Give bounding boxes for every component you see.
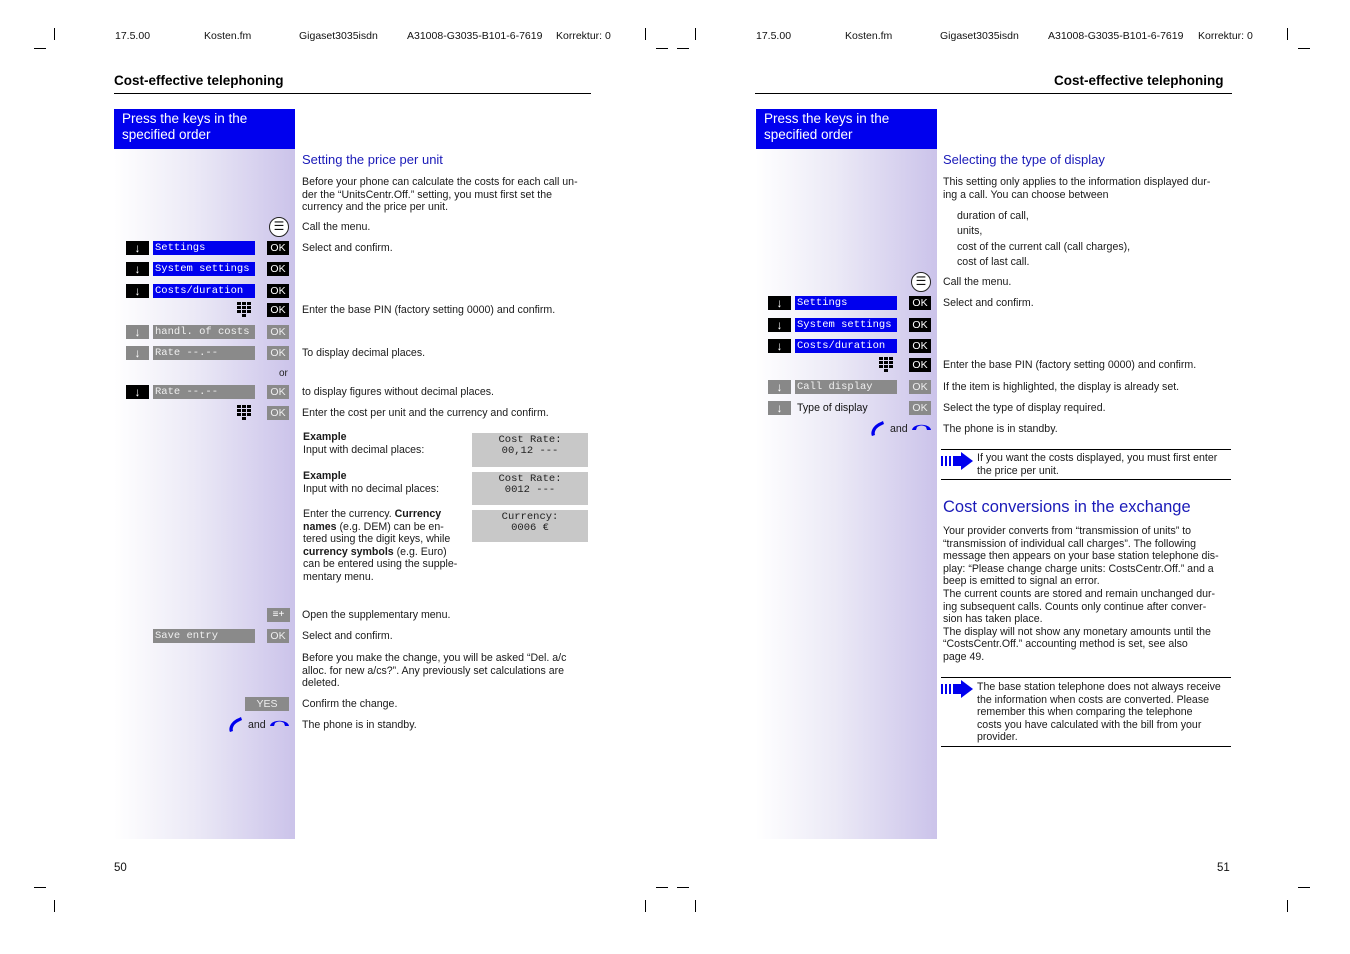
- down-arrow-icon[interactable]: ↓: [126, 385, 149, 399]
- display-item-costs-duration[interactable]: Costs/duration: [795, 339, 897, 353]
- body-line: sion has taken place.: [943, 613, 1043, 626]
- body-line: message then appears on your base station telephone dis-: [943, 550, 1219, 563]
- press-keys-box: [114, 109, 295, 149]
- ok-key[interactable]: OK: [267, 325, 289, 339]
- display-item-rate[interactable]: Rate --.--: [153, 346, 255, 360]
- body-line: beep is emitted to signal an error.: [943, 575, 1100, 588]
- header-code: A31008-G3035-B101-6-7619: [1048, 30, 1184, 42]
- crop-mark: [645, 900, 646, 912]
- body-line: “CostsCentr.Off.” accounting method is set, see also: [943, 638, 1188, 651]
- display-item-settings[interactable]: Settings: [153, 241, 255, 255]
- intro-line: der the “UnitsCentr.Off.” setting, you must first set the: [302, 188, 553, 201]
- intro-line: This setting only applies to the information displayed dur-: [943, 176, 1211, 188]
- step-text: Select and confirm.: [943, 297, 1034, 309]
- step-text: Select and confirm.: [302, 630, 393, 642]
- currency-text: (e.g. Euro): [393, 545, 447, 558]
- lcd-display: [472, 433, 588, 467]
- down-arrow-icon[interactable]: ↓: [126, 325, 149, 339]
- display-item-handling-costs[interactable]: handl. of costs: [153, 325, 255, 339]
- ok-key[interactable]: OK: [267, 406, 289, 420]
- before-change-paragraph: [302, 652, 597, 690]
- lcd-line: Cost Rate:: [498, 473, 562, 485]
- paragraph-line: deleted.: [302, 677, 340, 690]
- lcd-line: 00,12 ---: [501, 445, 559, 457]
- note-rule: [941, 449, 1231, 450]
- title-rule: [114, 93, 591, 94]
- lcd-display: [472, 472, 588, 505]
- header-product: Gigaset3035isdn: [940, 30, 1019, 42]
- body-line: ing subsequent calls. Counts only continue after conver-: [943, 600, 1207, 613]
- header-code: A31008-G3035-B101-6-7619: [407, 30, 543, 42]
- display-item-rate-alt[interactable]: Rate --.--: [153, 385, 255, 399]
- down-arrow-icon[interactable]: ↓: [768, 380, 791, 394]
- option-item: duration of call,: [957, 210, 1029, 222]
- ok-key[interactable]: OK: [909, 358, 931, 372]
- crop-mark: [656, 48, 668, 49]
- header-file: Kosten.fm: [204, 30, 252, 42]
- note-rule: [941, 479, 1231, 480]
- keypad-icon[interactable]: [237, 302, 255, 318]
- lcd-line: 0006 €: [511, 522, 549, 534]
- currency-text: can be entered using the supple-: [303, 558, 458, 571]
- header-file: Kosten.fm: [845, 30, 893, 42]
- crop-mark: [695, 28, 696, 40]
- currency-paragraph: [303, 508, 471, 584]
- title-rule: [755, 93, 1232, 94]
- supplementary-menu-key[interactable]: ≡+: [267, 608, 290, 622]
- example-text: Input with no decimal places:: [303, 483, 440, 495]
- note-rule: [941, 746, 1231, 747]
- step-text: Enter the base PIN (factory setting 0000) and confirm.: [302, 304, 556, 316]
- handset-hangup-icon[interactable]: [269, 716, 290, 728]
- header-correction: Korrektur: 0: [556, 30, 611, 42]
- instruction-sidebar: [114, 109, 295, 839]
- step-text: If the item is highlighted, the display is already set.: [943, 381, 1180, 393]
- crop-mark: [1287, 28, 1288, 40]
- crop-mark: [1298, 48, 1310, 49]
- section-title: Cost-effective telephoning: [114, 73, 284, 88]
- display-item-save-entry[interactable]: Save entry: [153, 629, 255, 643]
- display-item-settings[interactable]: Settings: [795, 296, 897, 310]
- ok-key[interactable]: OK: [267, 241, 289, 255]
- page-number: 51: [1217, 862, 1230, 874]
- header-date: 17.5.00: [115, 30, 151, 42]
- body-line: play: “Please change charge units: CostsCentr.Off.” and a: [943, 562, 1214, 575]
- lcd-line: Currency:: [501, 511, 559, 523]
- currency-bold: currency symbols: [303, 545, 394, 558]
- ok-key[interactable]: OK: [909, 318, 931, 332]
- header-product: Gigaset3035isdn: [299, 30, 378, 42]
- crop-mark: [695, 900, 696, 912]
- yes-key[interactable]: YES: [245, 697, 289, 711]
- press-keys-line1: Press the keys in the: [764, 111, 890, 126]
- body-line: The display will not show any monetary amounts until the: [943, 625, 1211, 638]
- note-text: [977, 452, 1237, 477]
- step-text: Call the menu.: [302, 221, 371, 233]
- display-item-system-settings[interactable]: System settings: [795, 318, 897, 332]
- menu-icon[interactable]: ☰: [269, 217, 289, 237]
- and-label: and: [890, 423, 908, 435]
- down-arrow-icon[interactable]: ↓: [126, 241, 149, 255]
- handset-hangup-icon[interactable]: [911, 420, 932, 432]
- currency-bold: names: [303, 520, 337, 533]
- step-text: Enter the cost per unit and the currency and confirm.: [302, 407, 549, 419]
- options-list: [957, 209, 1130, 271]
- step-text: to display figures without decimal places.: [302, 386, 494, 398]
- intro-line: Before your phone can calculate the costs for each call un-: [302, 176, 578, 188]
- display-item-costs-duration[interactable]: Costs/duration: [153, 284, 255, 298]
- note-arrow-icon: [941, 452, 975, 470]
- option-item: units,: [957, 225, 983, 238]
- note-line: costs you have calculated with the bill from your: [977, 718, 1202, 731]
- body-line: “transmission of individual call charges”. The following: [943, 537, 1196, 550]
- lcd-line: 0012 ---: [504, 484, 556, 496]
- step-text: Enter the base PIN (factory setting 0000) and confirm.: [943, 359, 1197, 371]
- note-line: the information when costs are converted. Please: [977, 693, 1210, 706]
- ok-key[interactable]: OK: [267, 262, 289, 276]
- intro-line: currency and the price per unit.: [302, 201, 449, 214]
- option-item: cost of the current call (call charges),: [957, 240, 1131, 253]
- display-item-type-of-display[interactable]: Type of display: [797, 402, 868, 414]
- step-text: Select and confirm.: [302, 242, 393, 254]
- page-number: 50: [114, 862, 127, 874]
- keypad-icon[interactable]: [237, 405, 255, 421]
- ok-key[interactable]: OK: [267, 346, 289, 360]
- example-title: Example: [303, 431, 347, 443]
- press-keys-line2: specified order: [764, 127, 853, 142]
- section-heading: Selecting the type of display: [943, 152, 1105, 167]
- currency-text: tered using the digit keys, while: [303, 533, 451, 546]
- paragraph-line: alloc. for new a/cs?”. Any previously set calculations are: [302, 664, 565, 677]
- ok-key[interactable]: OK: [267, 629, 289, 643]
- body-paragraph: [943, 525, 1238, 664]
- step-text: The phone is in standby.: [943, 423, 1058, 435]
- press-keys-box: [756, 109, 937, 149]
- header-date: 17.5.00: [756, 30, 792, 42]
- intro-paragraph: [943, 176, 1238, 201]
- body-line: Your provider converts from “transmission of units” to: [943, 525, 1192, 537]
- ok-key[interactable]: OK: [909, 296, 931, 310]
- and-label: and: [248, 719, 266, 731]
- note-arrow-icon: [941, 680, 975, 698]
- menu-icon[interactable]: ☰: [911, 272, 931, 292]
- crop-mark: [34, 48, 46, 49]
- down-arrow-icon[interactable]: ↓: [126, 284, 149, 298]
- or-label: or: [279, 368, 288, 379]
- step-text: Select the type of display required.: [943, 402, 1106, 414]
- note-line: the price per unit.: [977, 464, 1059, 477]
- option-item: cost of last call.: [957, 256, 1030, 269]
- header-correction: Korrektur: 0: [1198, 30, 1253, 42]
- lcd-display: [472, 510, 588, 542]
- handset-lift-icon[interactable]: [869, 420, 886, 437]
- instruction-sidebar: [756, 109, 937, 839]
- step-text: Open the supplementary menu.: [302, 609, 451, 621]
- ok-key[interactable]: OK: [267, 385, 289, 399]
- example-text: Input with decimal places:: [303, 444, 425, 456]
- handset-lift-icon[interactable]: [227, 716, 244, 733]
- crop-mark: [677, 48, 689, 49]
- down-arrow-icon[interactable]: ↓: [768, 339, 791, 353]
- ok-key[interactable]: OK: [909, 339, 931, 353]
- ok-key[interactable]: OK: [909, 380, 931, 394]
- down-arrow-icon[interactable]: ↓: [126, 262, 149, 276]
- crop-mark: [1287, 900, 1288, 912]
- note-line: remember this when comparing the telephone: [977, 706, 1193, 719]
- section-heading: Setting the price per unit: [302, 152, 443, 167]
- crop-mark: [54, 900, 55, 912]
- crop-mark: [1298, 887, 1310, 888]
- step-text: Confirm the change.: [302, 698, 398, 710]
- currency-text: (e.g. DEM) can be en-: [336, 520, 444, 533]
- section-title: Cost-effective telephoning: [1054, 73, 1224, 88]
- intro-paragraph: [302, 176, 597, 214]
- crop-mark: [34, 887, 46, 888]
- note-rule: [941, 677, 1231, 678]
- step-text: To display decimal places.: [302, 347, 426, 359]
- note-line: If you want the costs displayed, you must first enter: [977, 452, 1218, 464]
- crop-mark: [645, 28, 646, 40]
- lcd-line: Cost Rate:: [498, 434, 562, 446]
- step-text: The phone is in standby.: [302, 719, 417, 731]
- ok-key[interactable]: OK: [267, 303, 289, 317]
- press-keys-line1: Press the keys in the: [122, 111, 248, 126]
- down-arrow-icon[interactable]: ↓: [768, 401, 791, 415]
- down-arrow-icon[interactable]: ↓: [126, 346, 149, 360]
- step-text: Call the menu.: [943, 276, 1012, 288]
- currency-bold: Currency: [394, 508, 442, 520]
- body-line: The current counts are stored and remain unchanged dur-: [943, 587, 1216, 600]
- crop-mark: [656, 887, 668, 888]
- example-title: Example: [303, 470, 347, 482]
- down-arrow-icon[interactable]: ↓: [768, 318, 791, 332]
- body-line: page 49.: [943, 650, 985, 663]
- crop-mark: [677, 887, 689, 888]
- ok-key[interactable]: OK: [267, 284, 289, 298]
- paragraph-line: Before you make the change, you will be asked “Del. a/c: [302, 652, 567, 664]
- keypad-icon[interactable]: [879, 357, 897, 373]
- crop-mark: [54, 28, 55, 40]
- display-item-system-settings[interactable]: System settings: [153, 262, 255, 276]
- intro-line: ing a call. You can choose between: [943, 188, 1109, 201]
- down-arrow-icon[interactable]: ↓: [768, 296, 791, 310]
- section-heading: Cost conversions in the exchange: [943, 498, 1191, 516]
- press-keys-line2: specified order: [122, 127, 211, 142]
- currency-text: Enter the currency.: [303, 508, 395, 520]
- note-line: provider.: [977, 731, 1018, 744]
- display-item-call-display[interactable]: Call display: [795, 380, 897, 394]
- currency-text: mentary menu.: [303, 570, 374, 583]
- note-text: [977, 681, 1237, 744]
- ok-key[interactable]: OK: [909, 401, 931, 415]
- note-line: The base station telephone does not always receive: [977, 681, 1221, 693]
